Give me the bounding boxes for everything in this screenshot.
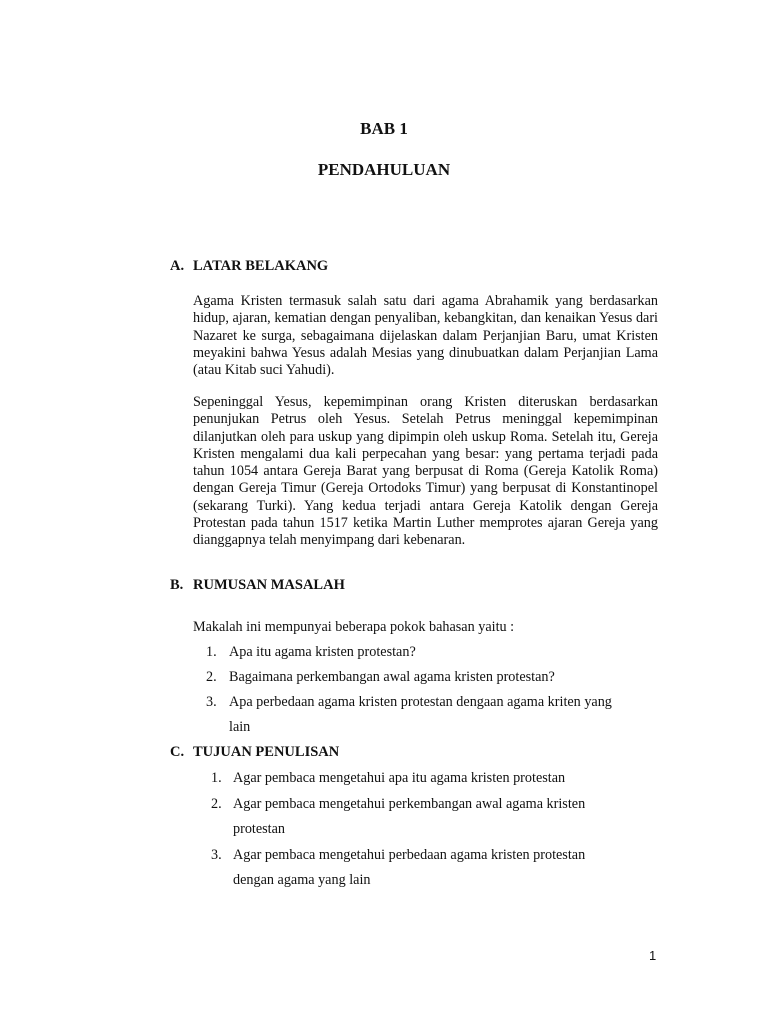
- list-item-number: 1.: [206, 644, 217, 660]
- section-c-heading: [170, 744, 339, 761]
- list-item-text: Agar pembaca mengetahui apa itu agama kristen protestan: [233, 770, 566, 786]
- list-item-number: 2.: [211, 796, 222, 812]
- section-c-letter: C.: [170, 744, 185, 760]
- section-a-letter: A.: [170, 258, 185, 274]
- section-b-heading: [170, 577, 345, 594]
- list-item: [206, 669, 661, 694]
- background-paragraph-1: Agama Kristen termasuk salah satu dari agama Abrahamik yang berdasarkan hidup, ajaran, kematian dengan penyaliban, kebangkitan, dan kenaikan Yesus dari Nazaret ke surga, sebagaimana dijelaskan dalam Perjanjian Baru, umat Kristen meyakini bahwa Yesus adalah Mesias yang dinubuatkan dalam Perjanjian Lama (atau Kitab suci Yahudi).: [193, 293, 658, 379]
- list-item-text-continued: lain: [229, 719, 251, 735]
- list-item: [211, 847, 661, 898]
- page-number: 1: [649, 948, 657, 963]
- list-item-text: Agar pembaca mengetahui perbedaan agama kristen protestan: [233, 847, 586, 863]
- chapter-number: BAB 1: [360, 119, 408, 138]
- list-item-text-continued: dengan agama yang lain: [233, 872, 371, 888]
- list-item-text: Apa itu agama kristen protestan?: [229, 644, 416, 660]
- list-item-number: 3.: [206, 694, 217, 710]
- list-item: [211, 770, 661, 796]
- list-item-text: Apa perbedaan agama kristen protestan dengaan agama kriten yang: [229, 694, 612, 710]
- list-item: [211, 796, 661, 847]
- problem-list: [206, 644, 661, 744]
- section-c-title: TUJUAN PENULISAN: [193, 744, 340, 760]
- problem-intro: Makalah ini mempunyai beberapa pokok bahasan yaitu :: [193, 619, 515, 635]
- list-item-number: 3.: [211, 847, 222, 863]
- list-item-text: Agar pembaca mengetahui perkembangan awal agama kristen: [233, 796, 586, 812]
- list-item: [206, 694, 661, 744]
- list-item: [206, 644, 661, 669]
- background-paragraph-2: Sepeninggal Yesus, kepemimpinan orang Kristen diteruskan berdasarkan penunjukan Petrus oleh Yesus. Setelah Petrus meninggal kepemimpinan dilanjutkan oleh para uskup yang dipimpin oleh uskup Roma. Setelah itu, Gereja Kristen mengalami dua kali perpecahan yang besar: yang pertama terjadi pada tahun 1054 antara Gereja Barat yang berpusat di Roma (Gereja Katolik Roma) dengan Gereja Timur (Gereja Ortodoks Timur) yang berpusat di Konstantinopel (sekarang Turki). Yang kedua terjadi antara Gereja Katolik dengan Gereja Protestan pada tahun 1517 ketika Martin Luther memprotes ajaran Gereja yang dianggapnya telah menyimpang dari kebenaran.: [193, 394, 658, 549]
- list-item-number: 1.: [211, 770, 222, 786]
- section-b-title: RUMUSAN MASALAH: [193, 577, 345, 593]
- list-item-text-continued: protestan: [233, 821, 286, 837]
- section-a-heading: [170, 258, 328, 275]
- objectives-list: [211, 770, 661, 898]
- chapter-title: PENDAHULUAN: [317, 160, 451, 179]
- list-item-number: 2.: [206, 669, 217, 685]
- section-b-letter: B.: [170, 577, 184, 593]
- list-item-text: Bagaimana perkembangan awal agama kristen protestan?: [229, 669, 555, 685]
- section-a-title: LATAR BELAKANG: [193, 258, 329, 274]
